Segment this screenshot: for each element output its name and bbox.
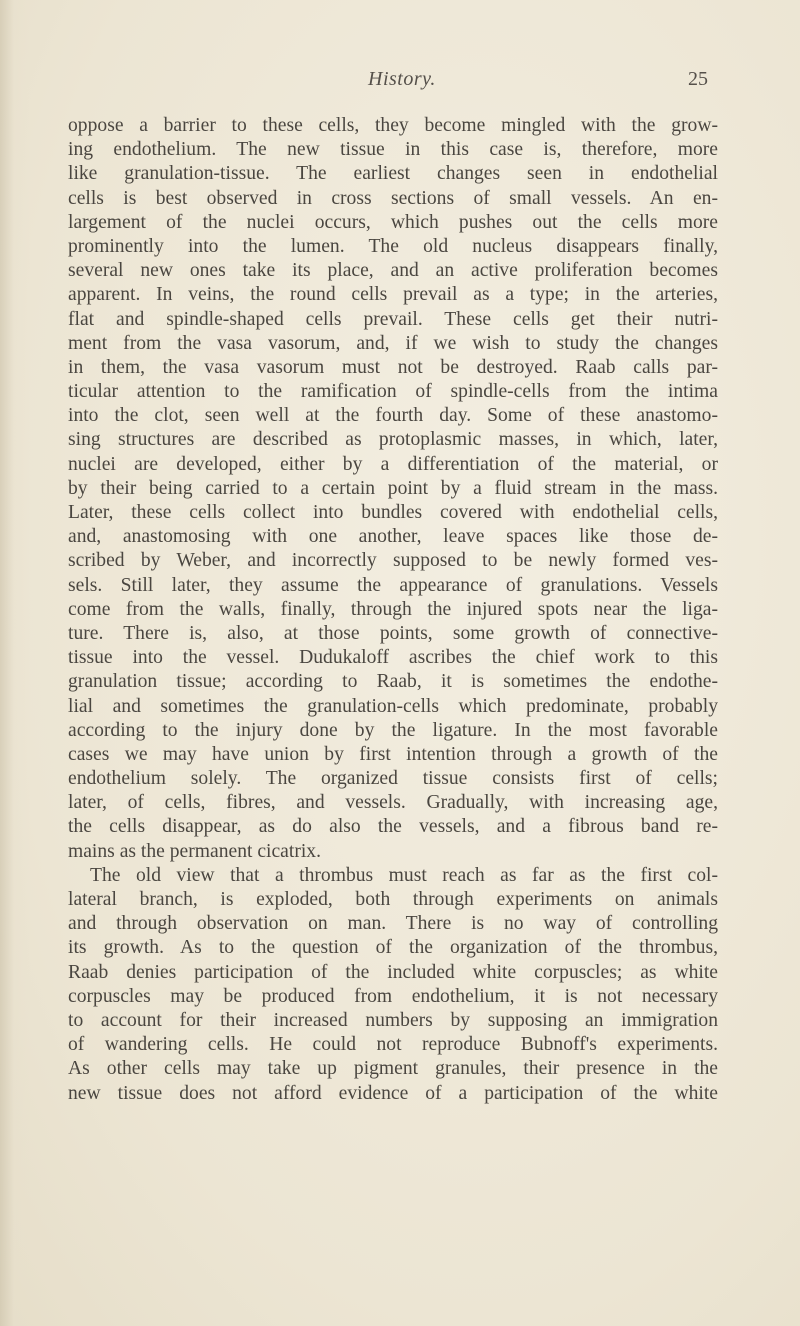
text-line: sels. Still later, they assume the appearance of granulations. Vessels bbox=[68, 574, 718, 596]
text-line: oppose a barrier to these cells, they become mingled with the grow- bbox=[68, 115, 718, 136]
text-line: by their being carried to a certain point by a fluid stream in the mass. bbox=[68, 477, 718, 499]
text-line: and through observation on man. There is no way of controlling bbox=[68, 913, 718, 935]
text-line: come from the walls, finally, through the injured spots near the liga- bbox=[68, 598, 718, 620]
text-line: endothelium solely. The organized tissue consists first of cells; bbox=[68, 768, 718, 790]
paragraph-2 bbox=[68, 864, 718, 1106]
text-line: into the clot, seen well at the fourth day. Some of these anastomo- bbox=[68, 405, 718, 427]
text-line: Later, these cells collect into bundles covered with endothelial cells, bbox=[68, 502, 718, 523]
text-line: in them, the vasa vasorum must not be destroyed. Raab calls par- bbox=[68, 356, 718, 378]
paragraph-1 bbox=[68, 114, 718, 864]
text-line: flat and spindle-shaped cells prevail. These cells get their nutri- bbox=[68, 308, 718, 330]
text-line: and, anastomosing with one another, leave spaces like those de- bbox=[68, 526, 718, 548]
text-line: ture. There is, also, at those points, some growth of connective- bbox=[68, 622, 718, 644]
page-number: 25 bbox=[688, 68, 708, 90]
text-line: according to the injury done by the ligature. In the most favorable bbox=[68, 719, 718, 741]
text-line: ing endothelium. The new tissue in this case is, therefore, more bbox=[68, 139, 718, 161]
text-line: sing structures are described as protoplasmic masses, in which, later, bbox=[68, 429, 718, 451]
text-line: later, of cells, fibres, and vessels. Gradually, with increasing age, bbox=[68, 792, 718, 814]
page-header bbox=[0, 68, 800, 96]
text-line: ticular attention to the ramification of spindle-cells from the intima bbox=[68, 381, 718, 403]
text-line: of wandering cells. He could not reproduce Bubnoff's experiments. bbox=[68, 1034, 718, 1056]
text-line: prominently into the lumen. The old nucleus disappears finally, bbox=[68, 235, 718, 257]
text-line: mains as the permanent cicatrix. bbox=[68, 840, 321, 862]
text-line: lateral branch, is exploded, both through experiments on animals bbox=[68, 889, 718, 910]
text-line: lial and sometimes the granulation-cells which predominate, probably bbox=[68, 695, 718, 717]
text-line: cases we may have union by first intention through a growth of the bbox=[68, 743, 718, 765]
text-line: new tissue does not afford evidence of a participation of the white bbox=[68, 1082, 718, 1104]
text-line: Raab denies participation of the included white corpuscles; as white bbox=[68, 961, 718, 983]
body-text bbox=[68, 114, 718, 1106]
text-line: cells is best observed in cross sections of small vessels. An en- bbox=[68, 187, 718, 209]
text-line: As other cells may take up pigment granules, their presence in the bbox=[68, 1058, 718, 1080]
text-line: ment from the vasa vasorum, and, if we wish to study the changes bbox=[68, 332, 718, 354]
running-head: History. bbox=[368, 68, 436, 90]
text-line: like granulation-tissue. The earliest changes seen in endothelial bbox=[68, 163, 718, 185]
text-line: tissue into the vessel. Dudukaloff ascribes the chief work to this bbox=[68, 647, 718, 669]
text-line: the cells disappear, as do also the vessels, and a fibrous band re- bbox=[68, 816, 718, 838]
text-line: scribed by Weber, and incorrectly supposed to be newly formed ves- bbox=[68, 550, 718, 572]
text-line: to account for their increased numbers by supposing an immigration bbox=[68, 1009, 718, 1031]
text-line: granulation tissue; according to Raab, it is sometimes the endothe- bbox=[68, 671, 718, 693]
text-line: apparent. In veins, the round cells prevail as a type; in the arteries, bbox=[68, 284, 718, 306]
text-line: several new ones take its place, and an active proliferation becomes bbox=[68, 260, 718, 282]
text-line: corpuscles may be produced from endothelium, it is not necessary bbox=[68, 985, 718, 1007]
text-line: The old view that a thrombus must reach as far as the first col- bbox=[90, 864, 718, 886]
text-line: its growth. As to the question of the organization of the thrombus, bbox=[68, 937, 718, 959]
text-line: nuclei are developed, either by a differentiation of the material, or bbox=[68, 453, 718, 475]
text-line: largement of the nuclei occurs, which pushes out the cells more bbox=[68, 211, 718, 233]
